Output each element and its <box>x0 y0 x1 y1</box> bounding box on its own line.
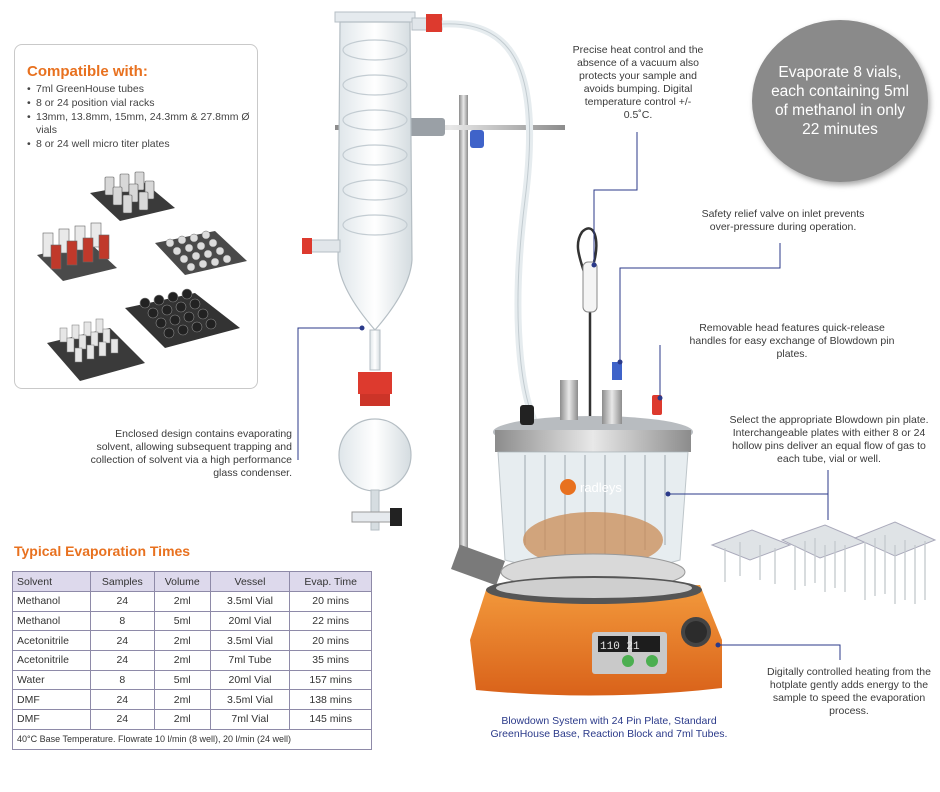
cell-solvent: Acetonitrile <box>13 651 91 671</box>
cell-evap-time: 20 mins <box>290 631 372 651</box>
cell-volume: 2ml <box>154 651 210 671</box>
cell-samples: 24 <box>90 592 154 612</box>
cell-evap-time: 157 mins <box>290 670 372 690</box>
table-row <box>13 592 372 612</box>
vessel-brand-label: radleys <box>580 480 622 495</box>
table-row <box>13 710 372 730</box>
cell-volume: 2ml <box>154 690 210 710</box>
header-volume: Volume <box>154 572 210 592</box>
callout-heat-control: Precise heat control and the absence of a vacuum also protects your sample and avoids bumping. Digital temperature control +/- 0.5˚C. <box>572 44 704 121</box>
callout-removable-head: Removable head features quick-release handles for easy exchange of Blowdown pin plates. <box>689 322 895 360</box>
cell-solvent: Acetonitrile <box>13 631 91 651</box>
header-samples: Samples <box>90 572 154 592</box>
header-vessel: Vessel <box>210 572 290 592</box>
header-solvent: Solvent <box>13 572 91 592</box>
bubble-text: Evaporate 8 vials, each containing 5ml of methanol in only 22 minutes <box>771 64 909 138</box>
table-row <box>13 670 372 690</box>
connector-enclosed-design <box>298 328 362 460</box>
cell-evap-time: 145 mins <box>290 710 372 730</box>
compatible-title: Compatible with: <box>27 63 148 80</box>
evaporation-highlight-bubble <box>752 20 928 182</box>
table-row <box>13 690 372 710</box>
table-row <box>13 631 372 651</box>
cell-vessel: 3.5ml Vial <box>210 631 290 651</box>
cell-vessel: 7ml Vial <box>210 710 290 730</box>
connector-pin-plate <box>668 470 828 494</box>
hotplate-display-readout: 110 21 <box>600 641 640 653</box>
cell-evap-time: 22 mins <box>290 611 372 631</box>
connector-heat-control <box>594 132 637 265</box>
callout-heating: Digitally controlled heating from the hotplate gently adds energy to the sample to speed the evaporation process. <box>766 666 931 717</box>
compatible-item: • 8 or 24 well micro titer plates <box>27 138 253 151</box>
table-row <box>13 651 372 671</box>
cell-vessel: 20ml Vial <box>210 611 290 631</box>
compatible-item: • 13mm, 13.8mm, 15mm, 24.3mm & 27.8mm Ø vials <box>27 111 253 137</box>
cell-solvent: DMF <box>13 710 91 730</box>
cell-volume: 2ml <box>154 710 210 730</box>
cell-samples: 8 <box>90 670 154 690</box>
cell-volume: 5ml <box>154 670 210 690</box>
cell-samples: 8 <box>90 611 154 631</box>
cell-vessel: 7ml Tube <box>210 651 290 671</box>
cell-evap-time: 35 mins <box>290 651 372 671</box>
cell-solvent: Methanol <box>13 592 91 612</box>
cell-solvent: Methanol <box>13 611 91 631</box>
compatible-item: • 8 or 24 position vial racks <box>27 97 253 110</box>
evaporation-times-table <box>12 571 372 750</box>
cell-evap-time: 138 mins <box>290 690 372 710</box>
cell-samples: 24 <box>90 631 154 651</box>
compatible-item: • 7ml GreenHouse tubes <box>27 83 253 96</box>
cell-samples: 24 <box>90 651 154 671</box>
cell-solvent: Water <box>13 670 91 690</box>
connector-heating <box>718 645 840 660</box>
table-row <box>13 611 372 631</box>
cell-solvent: DMF <box>13 690 91 710</box>
callout-safety-valve: Safety relief valve on inlet prevents over-pressure during operation. <box>701 208 865 233</box>
callout-enclosed-design: Enclosed design contains evaporating solvent, allowing subsequent trapping and collection of solvent via a high performance glass condenser. <box>90 428 292 479</box>
table-title: Typical Evaporation Times <box>14 543 191 559</box>
table-footnote-row <box>13 729 372 749</box>
cell-vessel: 3.5ml Vial <box>210 592 290 612</box>
cell-volume: 2ml <box>154 592 210 612</box>
callout-pin-plate: Select the appropriate Blowdown pin plate. Interchangeable plates with either 8 or 24 hollow pins deliver an equal flow of gas to each tube, vial or well. <box>729 414 929 465</box>
cell-volume: 2ml <box>154 631 210 651</box>
header-evap-time: Evap. Time <box>290 572 372 592</box>
product-caption: Blowdown System with 24 Pin Plate, Standard GreenHouse Base, Reaction Block and 7ml Tubes. <box>490 715 728 740</box>
cell-samples: 24 <box>90 710 154 730</box>
table-footnote: 40°C Base Temperature. Flowrate 10 l/min (8 well), 20 l/min (24 well) <box>13 729 372 749</box>
cell-evap-time: 20 mins <box>290 592 372 612</box>
table-header-row <box>13 572 372 592</box>
cell-vessel: 3.5ml Vial <box>210 690 290 710</box>
cell-vessel: 20ml Vial <box>210 670 290 690</box>
cell-volume: 5ml <box>154 611 210 631</box>
cell-samples: 24 <box>90 690 154 710</box>
